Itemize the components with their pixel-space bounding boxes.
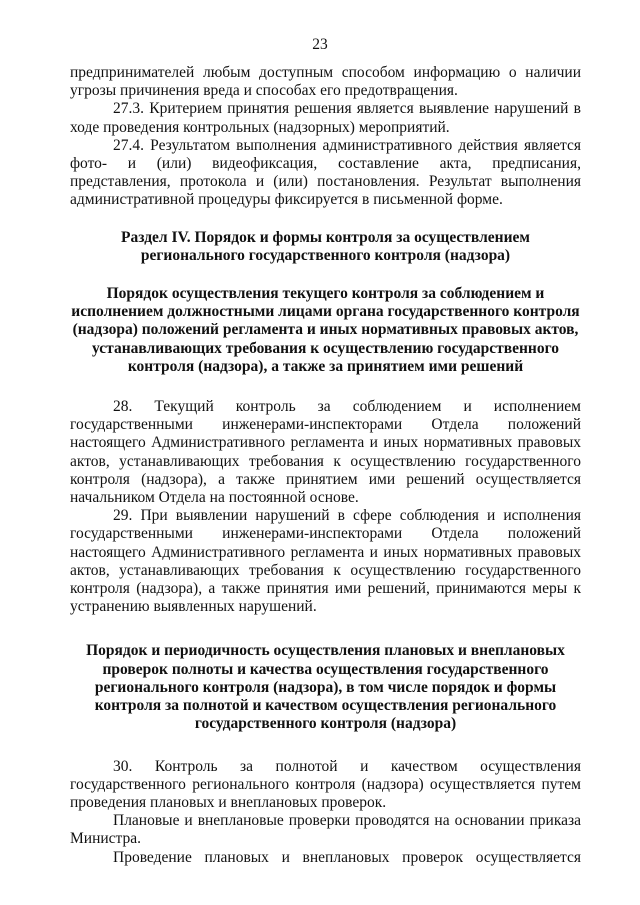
document-body: [70, 64, 581, 867]
paragraph-orders: Плановые и внеплановые проверки проводятся на основании приказа Министра.: [70, 812, 581, 848]
paragraph-continuation: предпринимателей любым доступным способом информацию о наличии угрозы причинения вреда и способах его предотвращения.: [70, 64, 581, 100]
subheading-current-control: Порядок осуществления текущего контроля за соблюдением и исполнением должностными лицами органа государственного контроля (надзора) положений регламента и иных нормативных правовых актов, устанавливающих требования к осуществлению государственного контроля (надзора), а также за принятием ими решений: [71, 285, 580, 375]
paragraph-27-3: 27.3. Критерием принятия решения является выявление нарушений в ходе проведения контрольных (надзорных) мероприятий.: [70, 100, 581, 136]
paragraph-28: 28. Текущий контроль за соблюдением и исполнением государственными инженерами-инспекторами Отдела положений настоящего Административного регламента и иных нормативных правовых актов, устанавливающих требования к осуществлению государственного контроля (надзора), а также принятием ими решений осуществляется начальником Отдела на постоянной основе.: [70, 398, 581, 507]
section-heading: Раздел IV. Порядок и формы контроля за осуществлением регионального государственного контроля (надзора): [121, 228, 530, 264]
paragraph-conduct: Проведение плановых и внеплановых проверок осуществляется: [113, 848, 581, 866]
paragraph-27-4: 27.4. Результатом выполнения административного действия является фото- и (или) видеофиксация, составление акта, предписания, представления, протокола и (или) постановления. Результат выполнения административной процедуры фиксируется в письменной форме.: [70, 136, 581, 209]
page-number: 23: [312, 36, 328, 53]
paragraph-30: 30. Контроль за полнотой и качеством осуществления государственного регионального контроля (надзора) осуществляется путем проведения плановых и внеплановых проверок.: [70, 757, 581, 811]
subheading-inspections: Порядок и периодичность осуществления плановых и внеплановых проверок полноты и качества осуществления государственного регионального контроля (надзора), в том числе порядок и формы контроля за полнотой и качеством осуществления регионального государственного контроля (надзора): [86, 642, 565, 733]
paragraph-29: 29. При выявлении нарушений в сфере соблюдения и исполнения государственными инженерами-инспекторами Отдела положений настоящего Административного регламента и иных нормативных правовых актов, устанавливающих требования к осуществлению государственного контроля (надзора), а также принятия ими решений, принимаются меры к устранению выявленных нарушений.: [70, 507, 581, 616]
